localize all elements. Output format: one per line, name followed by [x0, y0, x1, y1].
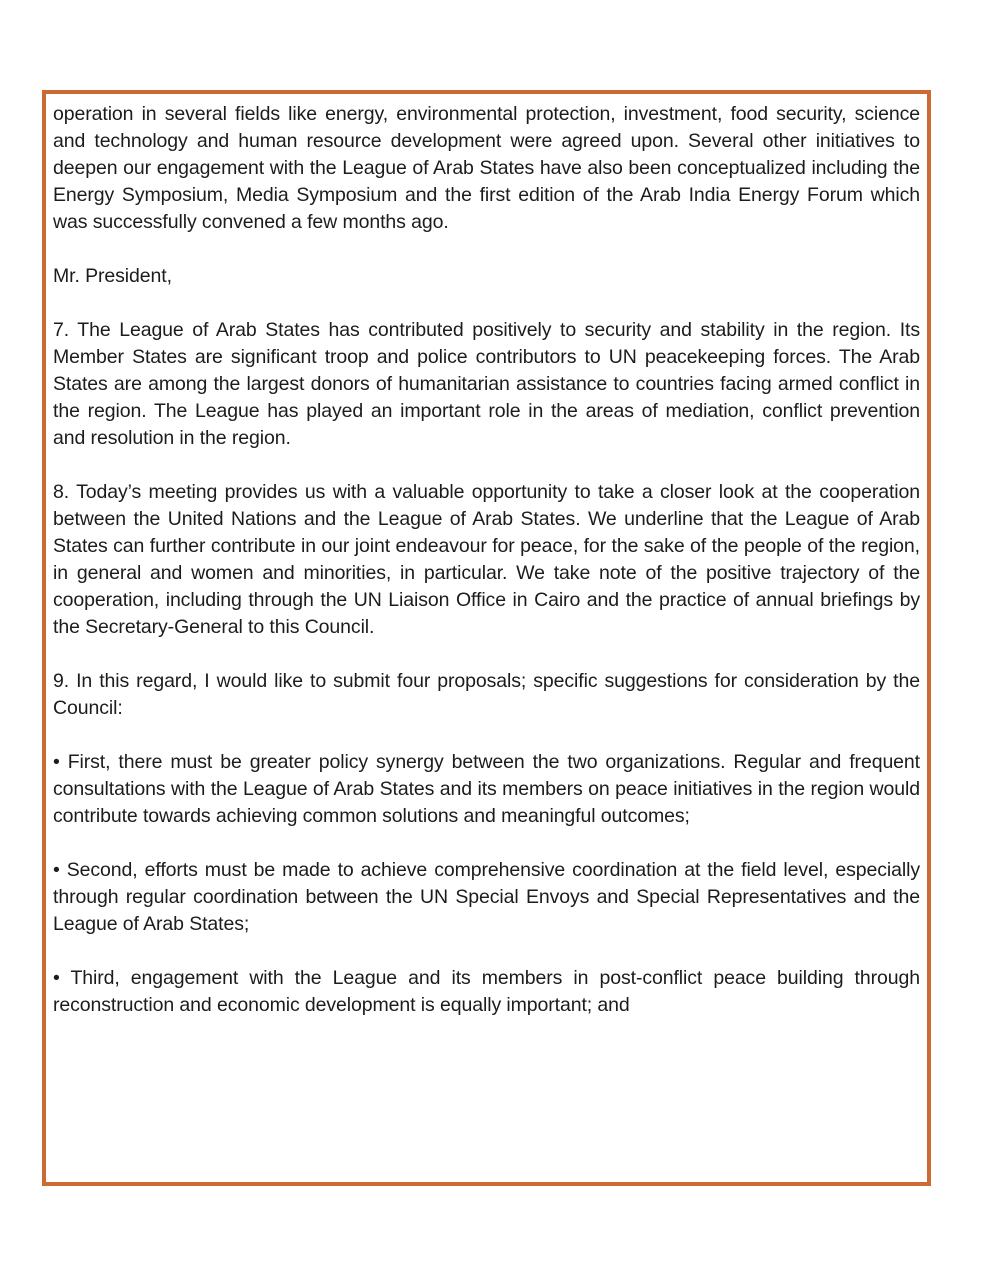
paragraph-9: 9. In this regard, I would like to submit four proposals; specific suggestions for consideration by the Council: [53, 670, 920, 719]
bullet-first: • First, there must be greater policy synergy between the two organizations. Regular and frequent consultations with the League of Arab States and its members on peace initiatives in the region would contribute towards achieving common solutions and meaningful outcomes; [53, 751, 920, 827]
salutation: Mr. President, [53, 265, 172, 287]
continuation-paragraph: operation in several fields like energy, environmental protection, investment, food security, science and technology and human resource development were agreed upon. Several other initiatives to deepen our engagement with the League of Arab States have also been conceptualized including the Energy Symposium, Media Symposium and the first edition of the Arab India Energy Forum which was successfully convened a few months ago. [53, 103, 920, 233]
bullet-third: • Third, engagement with the League and its members in post-conflict peace building through reconstruction and economic development is equally important; and [53, 967, 920, 1016]
paragraph-8: 8. Today’s meeting provides us with a valuable opportunity to take a closer look at the cooperation between the United Nations and the League of Arab States. We underline that the League of Arab States can further contribute in our joint endeavour for peace, for the sake of the people of the region, in general and women and minorities, in particular. We take note of the positive trajectory of the cooperation, including through the UN Liaison Office in Cairo and the practice of annual briefings by the Secretary-General to this Council. [53, 481, 920, 638]
paragraph-7: 7. The League of Arab States has contributed positively to security and stability in the region. Its Member States are significant troop and police contributors to UN peacekeeping forces. The Arab States are among the largest donors of humanitarian assistance to countries facing armed conflict in the region. The League has played an important role in the areas of mediation, conflict prevention and resolution in the region. [53, 319, 920, 449]
document-page-frame [42, 90, 931, 1186]
bullet-second: • Second, efforts must be made to achieve comprehensive coordination at the field level, especially through regular coordination between the UN Special Envoys and Special Representatives and the League of Arab States; [53, 859, 920, 935]
